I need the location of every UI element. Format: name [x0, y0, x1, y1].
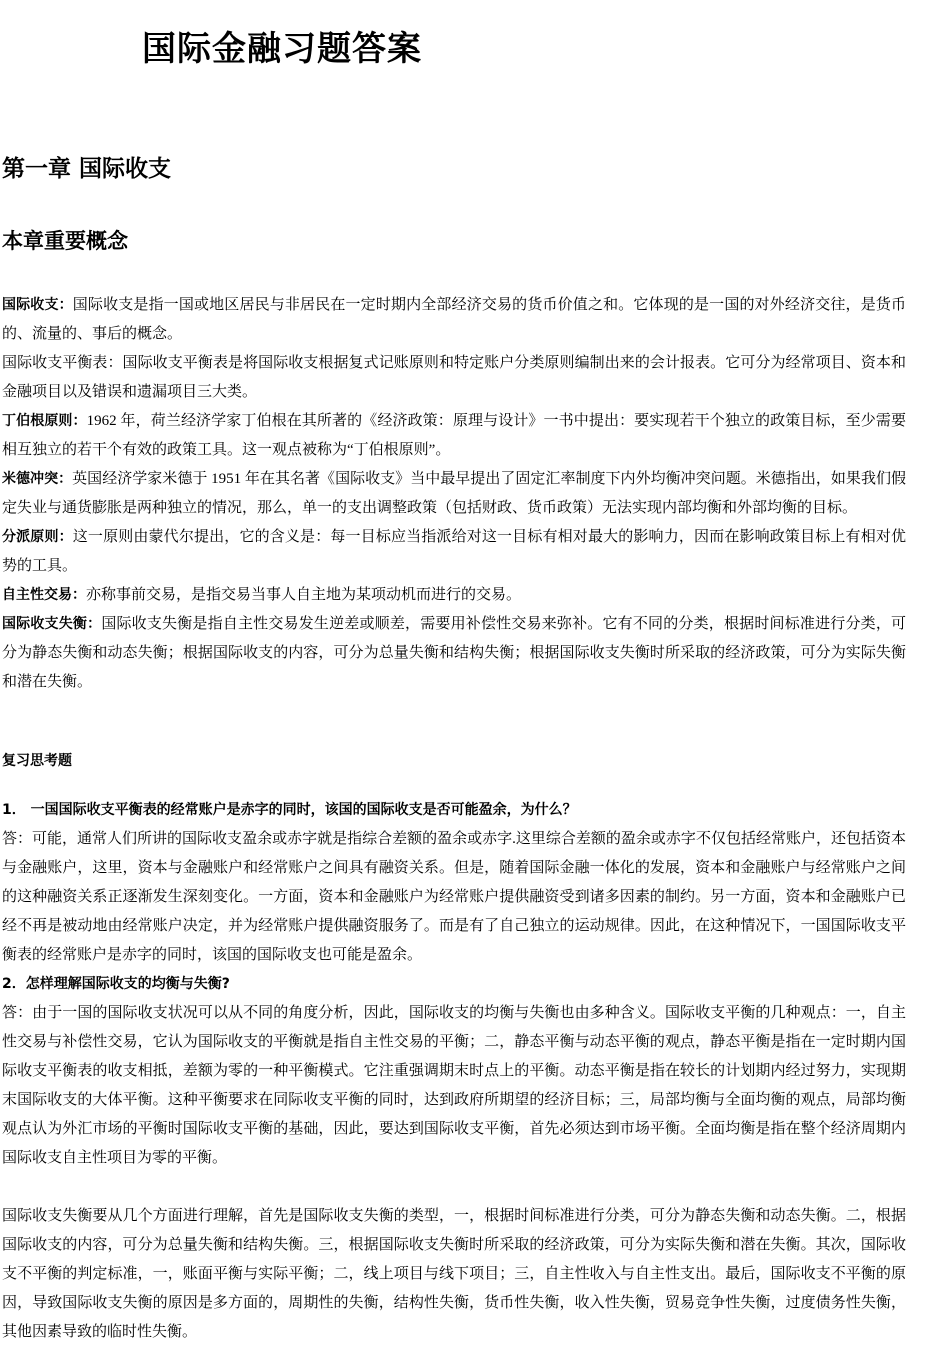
- concept-item: [2, 465, 906, 523]
- concept-definition: 英国经济学家米德于 1951 年在其名著《国际收支》当中最早提出了固定汇率制度下内外均衡冲突问题。米德指出，如果我们假定失业与通货膨胀是两种独立的情况，那么，单一的支出调整政策（包括财政、货币政策）无法实现内部均衡和外部均衡的目标。: [2, 471, 907, 516]
- questions-list: [2, 796, 906, 1347]
- answer-text: 答：由于一国的国际收支状况可以从不同的角度分析，因此，国际收支的均衡与失衡也由多种含义。国际收支平衡的几种观点：一，自主性交易与补偿性交易，它认为国际收支的平衡就是指自主性交易的平衡；二，静态平衡与动态平衡的观点，静态平衡是指在一定时期内国际收支平衡表的收支相抵，差额为零的一种平衡模式。它注重强调期末时点上的平衡。动态平衡是指在较长的计划期内经过努力，实现期末国际收支的大体平衡。这种平衡要求在同际收支平衡的同时，达到政府所期望的经济目标；三，局部均衡与全面均衡的观点，局部均衡观点认为外汇市场的平衡时国际收支平衡的基础，因此，要达到国际收支平衡，首先必须达到市场平衡。全面均衡是指在整个经济周期内国际收支自主性项目为零的平衡。: [2, 1005, 906, 1166]
- concepts-list: [2, 291, 906, 697]
- concept-term: 米德冲突：: [2, 471, 73, 487]
- question-text: 1． 一国国际收支平衡表的经常账户是赤字的同时，该国的国际收支是否可能盈余，为什么？: [2, 802, 577, 818]
- concept-term: 分派原则：: [2, 529, 73, 545]
- concept-item: [2, 581, 906, 610]
- concept-term: 丁伯根原则：: [2, 413, 87, 429]
- concept-definition: 亦称事前交易，是指交易当事人自主地为某项动机而进行的交易。: [86, 587, 522, 603]
- concept-item: [2, 349, 906, 407]
- section-heading: 本章重要概念: [2, 229, 128, 253]
- concept-term: 国际收支失衡：: [2, 616, 102, 632]
- question-text: 2．怎样理解国际收支的均衡与失衡?: [2, 976, 230, 992]
- answer-text: 答：可能，通常人们所讲的国际收支盈余或赤字就是指综合差额的盈余或赤字.这里综合差额的盈余或赤字不仅包括经常账户，还包括资本与金融账户，这里，资本与金融账户和经常账户之间具有融资关系。但是，随着国际金融一体化的发展，资本和金融账户与经常账户之间的这种融资关系正逐渐发生深刻变化。一方面，资本和金融账户为经常账户提供融资受到诸多因素的制约。另一方面，资本和金融账户已经不再是被动地由经常账户决定，并为经常账户提供融资服务了。而是有了自己独立的运动规律。因此，在这种情况下，一国国际收支平衡表的经常账户是赤字的同时，该国的国际收支也可能是盈余。: [2, 831, 906, 963]
- answer-text: 国际收支失衡要从几个方面进行理解，首先是国际收支失衡的类型，一，根据时间标准进行分类，可分为静态失衡和动态失衡。二，根据国际收支的内容，可分为总量失衡和结构失衡。三，根据国际收支失衡时所采取的经济政策，可分为实际失衡和潜在失衡。其次，国际收支不平衡的判定标准，一，账面平衡与实际平衡；二，线上项目与线下项目；三，自主性收入与自主性支出。最后，国际收支不平衡的原因，导致国际收支失衡的原因是多方面的，周期性的失衡，结构性失衡，货币性失衡，收入性失衡，贸易竞争性失衡，过度债务性失衡，其他因素导致的临时性失衡。: [2, 1208, 906, 1340]
- concept-definition: 国际收支失衡是指自主性交易发生逆差或顺差，需要用补偿性交易来弥补。它有不同的分类，根据时间标准进行分类，可分为静态失衡和动态失衡；根据国际收支的内容，可分为总量失衡和结构失衡；根据国际收支失衡时所采取的经济政策，可分为实际失衡和潜在失衡。: [2, 616, 906, 690]
- concept-definition: 国际收支平衡表：国际收支平衡表是将国际收支根据复式记账原则和特定账户分类原则编制出来的会计报表。它可分为经常项目、资本和金融项目以及错误和遗漏项目三大类。: [2, 355, 906, 400]
- concept-definition: 这一原则由蒙代尔提出，它的含义是：每一目标应当指派给对这一目标有相对最大的影响力，因而在影响政策目标上有相对优势的工具。: [2, 529, 906, 574]
- review-questions-heading: 复习思考题: [2, 753, 72, 769]
- document-title: 国际金融习题答案: [142, 29, 422, 69]
- concept-item: [2, 291, 906, 349]
- concept-term: 国际收支：: [2, 297, 73, 313]
- concept-item: [2, 610, 906, 697]
- chapter-heading: 第一章 国际收支: [2, 156, 172, 182]
- concept-term: 自主性交易：: [2, 587, 86, 603]
- concept-item: [2, 407, 906, 465]
- concept-item: [2, 523, 906, 581]
- concept-definition: 国际收支是指一国或地区居民与非居民在一定时期内全部经济交易的货币价值之和。它体现的是一国的对外经济交往，是货币的、流量的、事后的概念。: [2, 297, 906, 342]
- concept-definition: 1962 年，荷兰经济学家丁伯根在其所著的《经济政策：原理与设计》一书中提出：要实现若干个独立的政策目标，至少需要相互独立的若干个有效的政策工具。这一观点被称为“丁伯根原则”。: [2, 413, 907, 458]
